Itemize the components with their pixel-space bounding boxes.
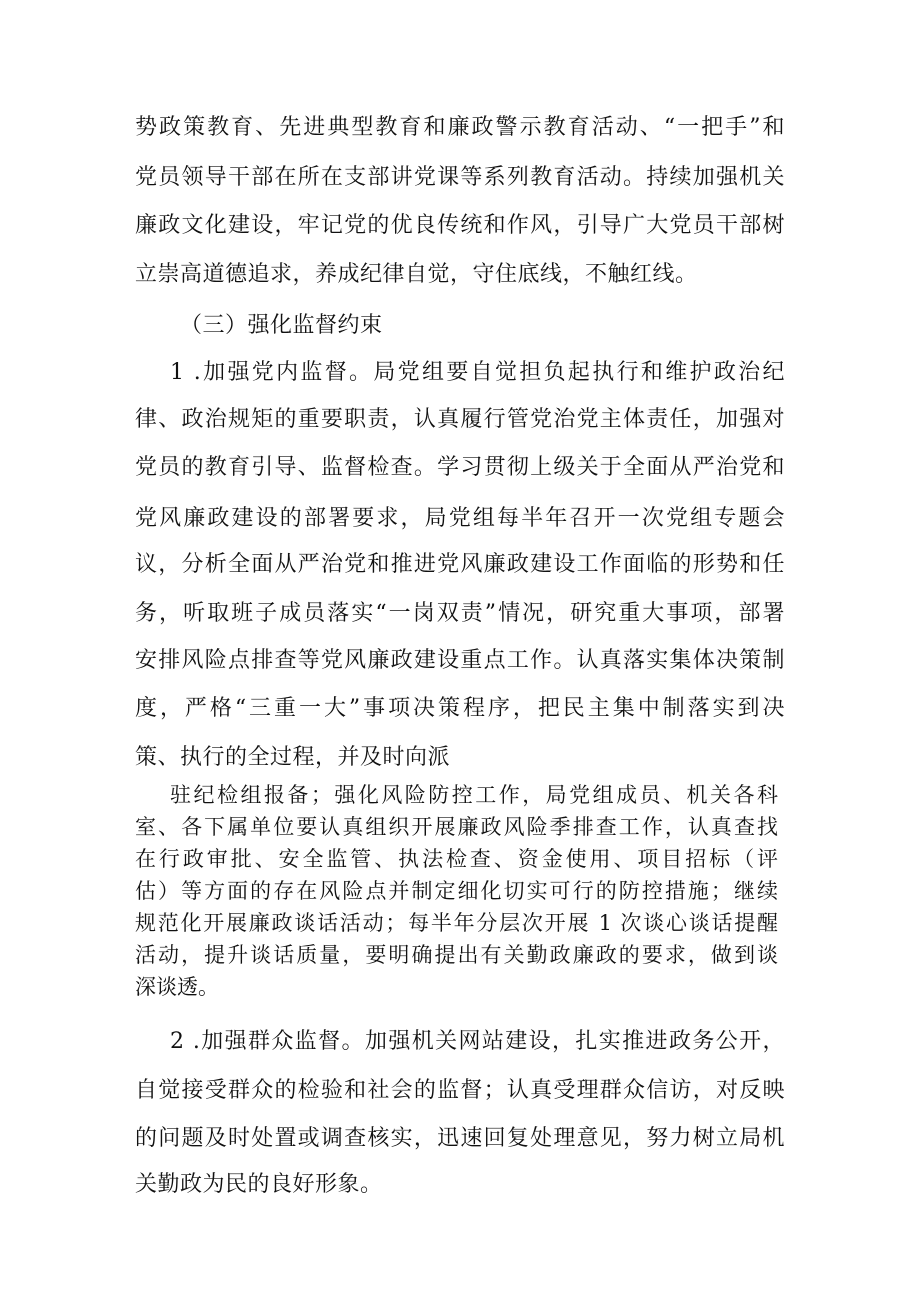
- text-line: 安排风险点排查等党风廉政建设重点工作。认真落实集体决策制: [135, 648, 785, 673]
- text-line: 活动，提升谈话质量，要明确提出有关勤政廉政的要求，做到谈: [135, 943, 778, 967]
- text-line: 务，听取班子成员落实“一岗双责”情况，研究重大事项，部署: [135, 601, 785, 626]
- text-line: 室、各下属单位要认真组织开展廉政风险季排查工作，认真查找: [135, 815, 778, 839]
- text-line: 驻纪检组报备；强化风险防控工作，局党组成员、机关各科: [170, 783, 778, 807]
- text-line: 2 .加强群众监督。加强机关网站建设，扎实推进政务公开，: [170, 1029, 785, 1054]
- text-line: 1 .加强党内监督。局党组要自觉担负起执行和维护政治纪: [170, 360, 785, 385]
- text-line: 自觉接受群众的检验和社会的监督；认真受理群众信访，对反映: [135, 1078, 785, 1103]
- text-line: 度，严格“三重一大”事项决策程序，把民主集中制落实到决: [135, 696, 785, 721]
- text-line: 的问题及时处置或调查核实，迅速回复处理意见，努力树立局机: [135, 1126, 785, 1151]
- text-line: 策、执行的全过程，并及时向派: [135, 745, 451, 770]
- text-line: 党员的教育引导、监督检查。学习贯彻上级关于全面从严治党和: [135, 455, 785, 480]
- text-line: 在行政审批、安全监管、执法检查、资金使用、项目招标（评: [135, 847, 778, 871]
- text-line: 廉政文化建设，牢记党的优良传统和作风，引导广大党员干部树: [135, 213, 785, 238]
- text-line: 规范化开展廉政谈话活动；每半年分层次开展 1 次谈心谈话提醒: [135, 911, 778, 935]
- text-line: 党风廉政建设的部署要求，局党组每半年召开一次党组专题会: [135, 506, 785, 531]
- text-line: 关勤政为民的良好形象。: [135, 1172, 383, 1197]
- text-line: 估）等方面的存在风险点并制定细化切实可行的防控措施；继续: [135, 879, 778, 903]
- text-line: 势政策教育、先进典型教育和廉政警示教育活动、“一把手”和: [135, 115, 785, 140]
- text-line: 党员领导干部在所在支部讲党课等系列教育活动。持续加强机关: [135, 165, 785, 190]
- text-line: 律、政治规矩的重要职责，认真履行管党治党主体责任，加强对: [135, 407, 785, 432]
- text-line: 立崇高道德追求，养成纪律自觉，守住底线，不触红线。: [135, 262, 698, 287]
- text-line: 议，分析全面从严治党和推进党风廉政建设工作面临的形势和任: [135, 552, 785, 577]
- text-line: 深谈透。: [135, 975, 219, 999]
- section-heading: （三）强化监督约束: [180, 313, 383, 338]
